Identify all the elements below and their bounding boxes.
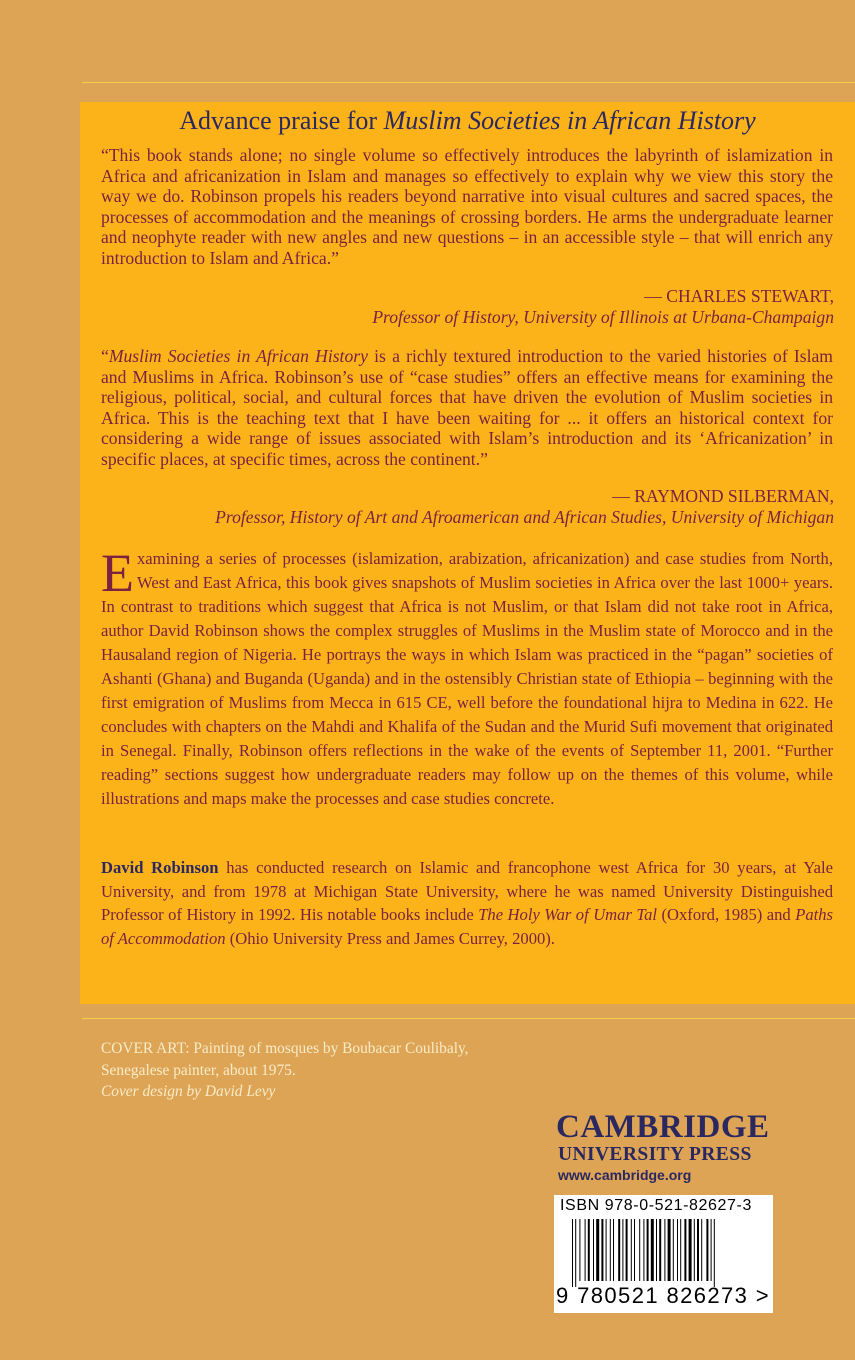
publisher-name: CAMBRIDGE	[556, 1109, 770, 1145]
book-title-paths: Paths of Accommodation	[101, 905, 833, 948]
barcode-bar	[689, 1219, 692, 1281]
barcode-bar	[626, 1219, 628, 1281]
quote-stewart: “This book stands alone; no single volume so effectively introduces the labyrinth of islamization in Africa and africanization in Islam and manages so effectively to explain why we view this story the way we do. Robinson propels his readers beyond narrative into visual cultures and sacred spaces, the processes of accommodation and the meanings of crossing borders. He arms the undergraduate learner and neophyte reader with new angles and new questions – in an accessible style – that will enrich any introduction to Islam and Africa.”	[101, 145, 833, 268]
barcode-bar	[656, 1219, 657, 1281]
barcode-bar	[673, 1219, 674, 1281]
author-name: David Robinson	[101, 858, 219, 877]
affiliation-silberman: Professor, History of Art and Afroamerican and African Studies, University of Michigan	[215, 506, 834, 527]
barcode-bar	[585, 1219, 586, 1281]
barcode-bar	[659, 1219, 661, 1281]
barcode-bar	[588, 1219, 590, 1281]
barcode-bar	[697, 1219, 699, 1281]
top-rule	[82, 82, 855, 83]
barcode-bar	[634, 1219, 635, 1281]
barcode-bar	[647, 1219, 649, 1281]
barcode-bar	[579, 1219, 580, 1281]
barcode-bar	[575, 1219, 576, 1287]
cover-art-credit-cont: Senegalese painter, about 1975.	[101, 1061, 296, 1079]
barcode-bar	[593, 1219, 594, 1281]
quote-silberman: “Muslim Societies in African History is a richly textured introduction to the varied histories of Islam and Muslims in Africa. Robinson’s use of “case studies” offers an effective means for examining the religious, political, social, and cultural forces that have driven the evolution of Muslim societies in Africa. This is the teaching text that I have been waiting for ... it offers an historical context for considering a wide range of issues associated with Islam’s introduction and its ‘Africanization’ in specific places, at specific times, across the continent.”	[101, 346, 833, 469]
barcode-bar	[613, 1219, 614, 1281]
attribution-stewart	[372, 286, 834, 327]
author-stewart: — CHARLES STEWART,	[644, 286, 834, 306]
praise-heading	[80, 106, 855, 136]
barcode-bar	[680, 1219, 681, 1281]
cover-art-credit: COVER ART: Painting of mosques by Boubacar Coulibaly,	[101, 1040, 469, 1057]
author-silberman: — RAYMOND SILBERMAN,	[612, 486, 834, 506]
book-title-holy-war: The Holy War of Umar Tal	[478, 905, 658, 924]
attribution-silberman	[215, 486, 834, 527]
cover-credits	[101, 1038, 469, 1103]
barcode-bar	[694, 1219, 695, 1281]
barcode-bar	[701, 1219, 702, 1281]
isbn-text: ISBN 978-0-521-82627-3	[560, 1197, 752, 1214]
barcode-bar	[664, 1219, 665, 1281]
author-bio: David Robinson has conducted research on Islamic and francophone west Africa for 30 years, at Yale University, and from 1978 at Michigan State University, where he was named University Distinguished Professor of History in 1992. His notable books include The Holy War of Umar Tal (Oxford, 1985) and Paths of Accommodation (Ohio University Press and James Currey, 2000).	[101, 858, 833, 948]
barcode-bar	[711, 1219, 712, 1281]
barcode-bar	[714, 1219, 715, 1287]
barcode-bar	[596, 1219, 599, 1281]
isbn-barcode	[554, 1195, 773, 1313]
bottom-rule	[82, 1018, 855, 1019]
barcode-digits: 9 780521 826273 >	[556, 1283, 771, 1308]
quote-book-title: Muslim Societies in African History	[108, 346, 368, 366]
barcode-bar	[706, 1219, 708, 1281]
barcode-bar	[643, 1219, 644, 1281]
publisher-subtitle: UNIVERSITY PRESS	[558, 1144, 752, 1165]
barcode-bar	[668, 1219, 671, 1281]
barcode-bar	[639, 1219, 640, 1281]
barcode-bar	[684, 1219, 686, 1281]
cover-design-credit: Cover design by David Levy	[101, 1083, 276, 1100]
publisher-url[interactable]: www.cambridge.org	[558, 1167, 692, 1183]
barcode-bar	[606, 1219, 607, 1281]
book-description: Examining a series of processes (islamization, arabization, africanization) and case studies from North, West and East Africa, this book gives snapshots of Muslim societies in Africa over the last 1000+ years. In contrast to traditions which suggest that Africa is not Muslim, or that Islam did not take root in Africa, author David Robinson shows the complex struggles of Muslims in the Muslim state of Morocco and in the Hausaland region of Nigeria. He portrays the ways in which Islam was practiced in the “pagan” societies of Ashanti (Ghana) and Buganda (Uganda) and in the ostensibly Christian state of Ethiopia – beginning with the first emigration of Muslims from Mecca in 615 CE, well before the foundational hijra to Medina in 622. He concludes with chapters on the Mahdi and Khalifa of the Sudan and the Murid Sufi movement that originated in Senegal. Finally, Robinson offers reflections in the wake of the events of September 11, 2001. “Further reading” sections suggest how undergraduate readers may follow up on the themes of this volume, while illustrations and maps make the processes and case studies concrete.	[101, 543, 833, 808]
heading-book-title: Muslim Societies in African History	[383, 106, 756, 135]
publisher-logo	[556, 1110, 776, 1183]
barcode-bar	[618, 1219, 620, 1281]
barcode-bar	[677, 1219, 678, 1281]
barcode-bar	[622, 1219, 623, 1281]
barcode-bar	[572, 1219, 573, 1287]
heading-prefix: Advance praise for	[179, 106, 384, 135]
barcode-bar	[601, 1219, 603, 1281]
barcode-bar	[610, 1219, 611, 1281]
affiliation-stewart: Professor of History, University of Illinois at Urbana-Champaign	[372, 306, 834, 327]
drop-cap: E	[101, 543, 134, 603]
barcode-bar	[651, 1219, 654, 1281]
barcode-bar	[631, 1219, 632, 1281]
